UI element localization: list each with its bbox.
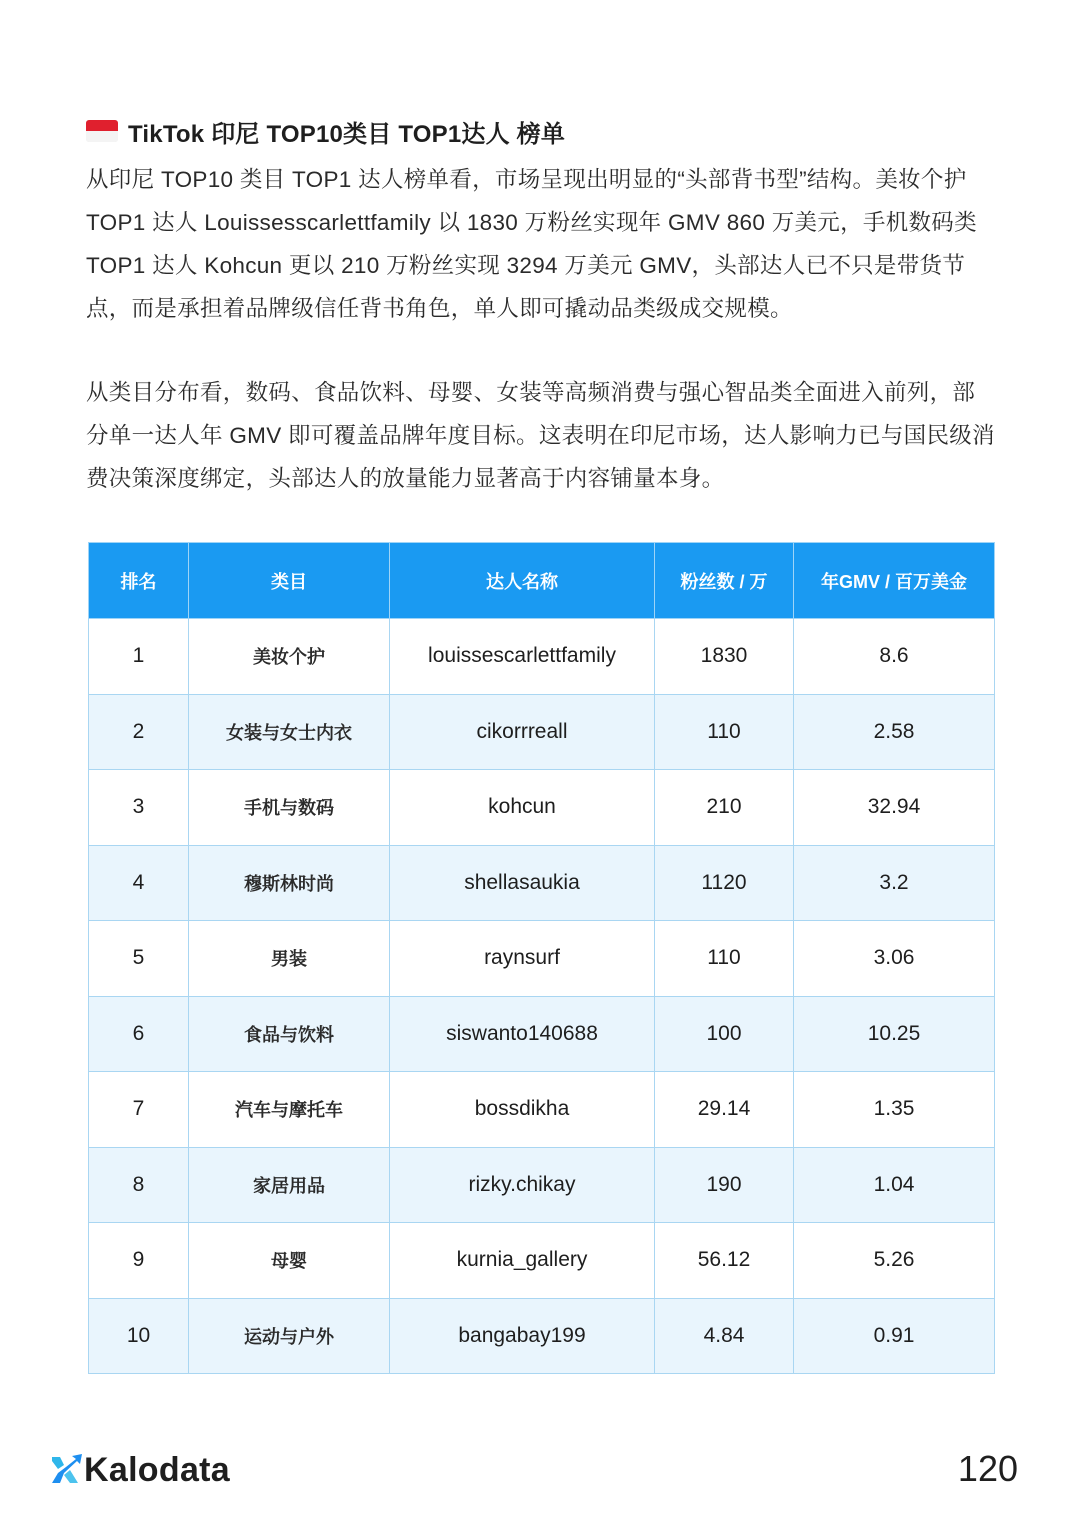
- gmv-cell: 8.6: [794, 619, 995, 695]
- gmv-cell: 10.25: [794, 996, 995, 1072]
- rank-cell: 8: [89, 1147, 189, 1223]
- followers-cell: 210: [655, 770, 794, 846]
- creator-cell: kurnia_gallery: [390, 1223, 655, 1299]
- category-cell: 女装与女士内衣: [189, 694, 390, 770]
- category-cell: 食品与饮料: [189, 996, 390, 1072]
- followers-cell: 1120: [655, 845, 794, 921]
- category-cell: 家居用品: [189, 1147, 390, 1223]
- gmv-cell: 3.06: [794, 921, 995, 997]
- indonesia-flag-icon: [86, 120, 118, 142]
- rank-cell: 7: [89, 1072, 189, 1148]
- table-row: [89, 1298, 995, 1374]
- gmv-cell: 1.04: [794, 1147, 995, 1223]
- gmv-cell: 2.58: [794, 694, 995, 770]
- followers-cell: 4.84: [655, 1298, 794, 1374]
- category-cell: 运动与户外: [189, 1298, 390, 1374]
- followers-cell: 100: [655, 996, 794, 1072]
- creator-cell: rizky.chikay: [390, 1147, 655, 1223]
- category-cell: 美妆个护: [189, 619, 390, 695]
- column-header-rank: 排名: [89, 543, 189, 619]
- followers-cell: 110: [655, 921, 794, 997]
- rank-cell: 3: [89, 770, 189, 846]
- rank-cell: 1: [89, 619, 189, 695]
- category-cell: 手机与数码: [189, 770, 390, 846]
- category-cell: 母婴: [189, 1223, 390, 1299]
- brand-name: Kalodata: [84, 1450, 230, 1489]
- section-heading: [86, 113, 565, 149]
- rank-cell: 2: [89, 694, 189, 770]
- ranking-table: [88, 542, 995, 1374]
- page-title: TikTok 印尼 TOP10类目 TOP1达人 榜单: [128, 120, 566, 148]
- table-header-row: [89, 543, 995, 619]
- brand-logo: [50, 1450, 230, 1490]
- table-row: [89, 770, 995, 846]
- page-number: 120: [957, 1448, 1018, 1489]
- gmv-cell: 3.2: [794, 845, 995, 921]
- creator-cell: raynsurf: [390, 921, 655, 997]
- table-row: [89, 845, 995, 921]
- gmv-cell: 32.94: [794, 770, 995, 846]
- analysis-paragraph: 从类目分布看，数码、食品饮料、母婴、女装等高频消费与强心智品类全面进入前列，部分单一达人年 GMV 即可覆盖品牌年度目标。这表明在印尼市场，达人影响力已与国民级消费决策深度绑定，头部达人的放量能力显著高于内容铺量本身。: [86, 380, 995, 491]
- creator-cell: siswanto140688: [390, 996, 655, 1072]
- followers-cell: 56.12: [655, 1223, 794, 1299]
- intro-paragraph: 从印尼 TOP10 类目 TOP1 达人榜单看，市场呈现出明显的“头部背书型”结构。美妆个护 TOP1 达人 Louissesscarlettfamily 以 1830 万粉丝实现年 GMV 860 万美元，手机数码类 TOP1 达人 Kohcun 更以 210 万粉丝实现 3294 万美元 GMV，头部达人已不只是带货节点，而是承担着品牌级信任背书角色，单人即可撬动品类级成交规模。: [86, 167, 977, 321]
- table-row: [89, 619, 995, 695]
- category-cell: 男装: [189, 921, 390, 997]
- column-header-category: 类目: [189, 543, 390, 619]
- gmv-cell: 0.91: [794, 1298, 995, 1374]
- rank-cell: 9: [89, 1223, 189, 1299]
- creator-cell: kohcun: [390, 770, 655, 846]
- kalodata-logo-icon: [50, 1453, 82, 1487]
- table-row: [89, 1223, 995, 1299]
- rank-cell: 6: [89, 996, 189, 1072]
- followers-cell: 110: [655, 694, 794, 770]
- gmv-cell: 5.26: [794, 1223, 995, 1299]
- column-header-gmv: 年GMV / 百万美金: [794, 543, 995, 619]
- creator-cell: cikorrreall: [390, 694, 655, 770]
- rank-cell: 5: [89, 921, 189, 997]
- creator-cell: bangabay199: [390, 1298, 655, 1374]
- table-row: [89, 1147, 995, 1223]
- gmv-cell: 1.35: [794, 1072, 995, 1148]
- rank-cell: 10: [89, 1298, 189, 1374]
- table-row: [89, 694, 995, 770]
- followers-cell: 190: [655, 1147, 794, 1223]
- table-row: [89, 921, 995, 997]
- column-header-creator: 达人名称: [390, 543, 655, 619]
- creator-cell: louissescarlettfamily: [390, 619, 655, 695]
- creator-cell: shellasaukia: [390, 845, 655, 921]
- category-cell: 穆斯林时尚: [189, 845, 390, 921]
- rank-cell: 4: [89, 845, 189, 921]
- followers-cell: 29.14: [655, 1072, 794, 1148]
- category-cell: 汽车与摩托车: [189, 1072, 390, 1148]
- table-row: [89, 996, 995, 1072]
- followers-cell: 1830: [655, 619, 794, 695]
- table-row: [89, 1072, 995, 1148]
- column-header-followers: 粉丝数 / 万: [655, 543, 794, 619]
- creator-cell: bossdikha: [390, 1072, 655, 1148]
